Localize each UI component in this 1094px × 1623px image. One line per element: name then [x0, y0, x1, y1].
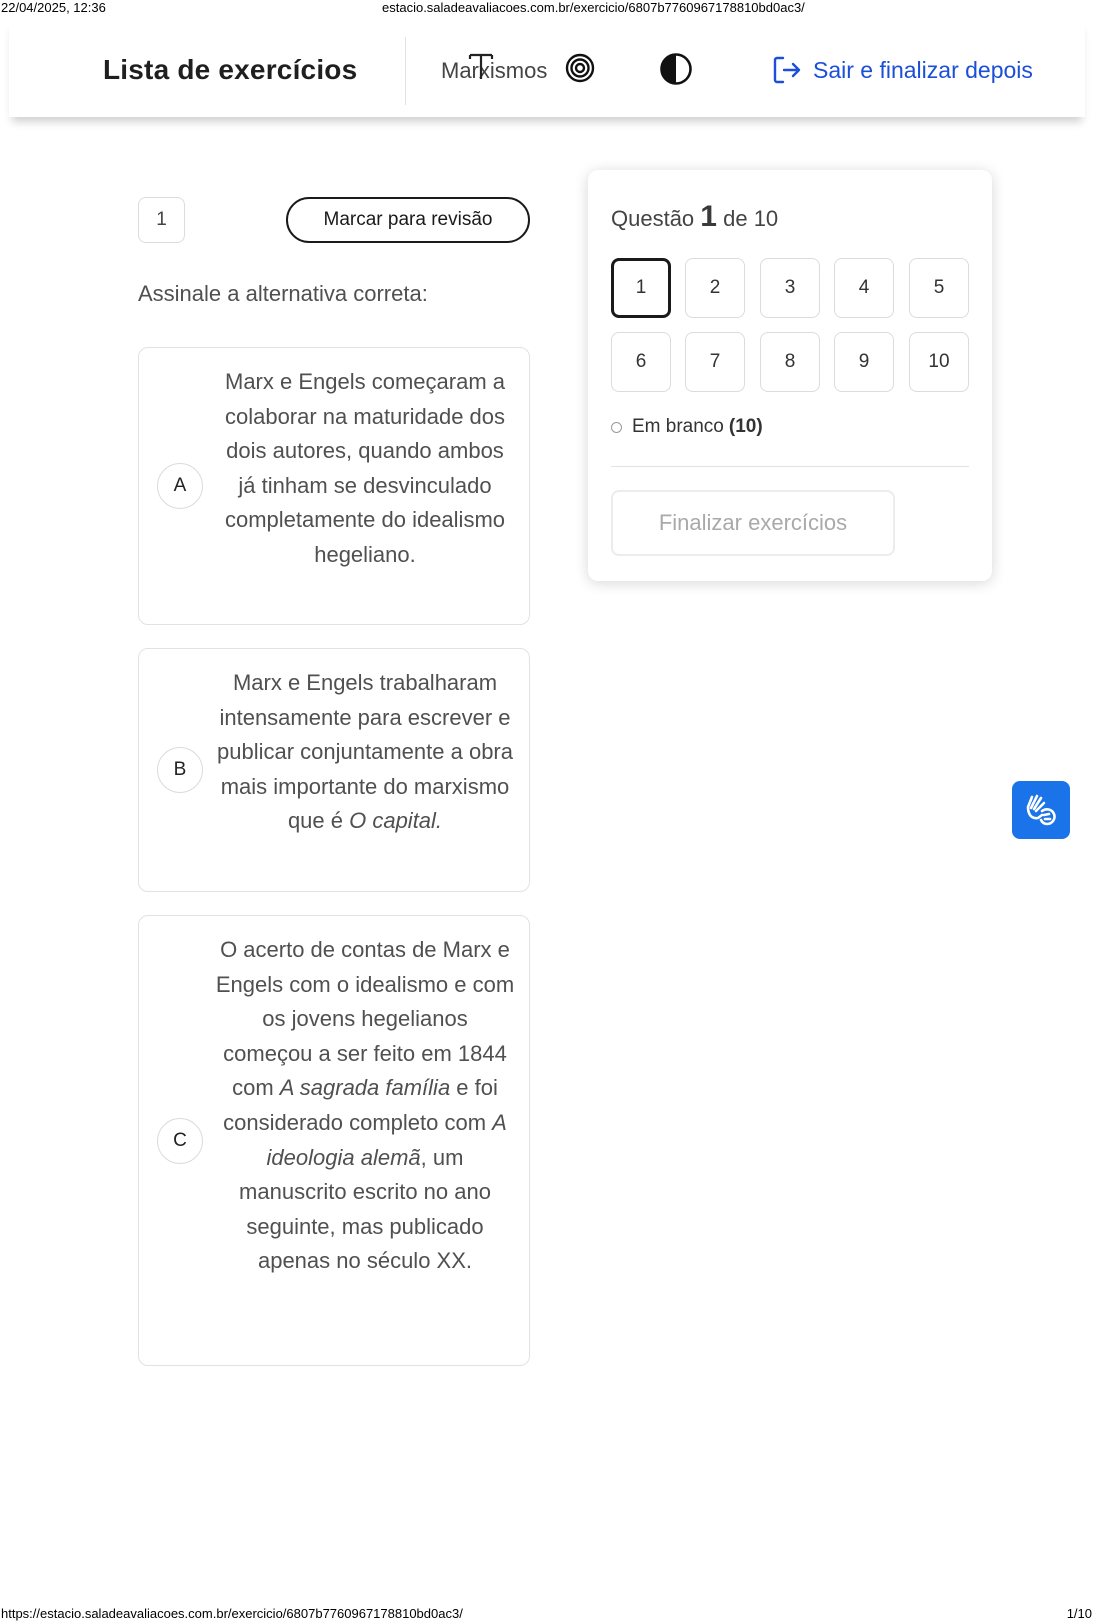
sign-language-button[interactable]	[1012, 781, 1070, 839]
option-text-c	[215, 933, 515, 1279]
nav-question-9[interactable]: 9	[834, 332, 894, 392]
subject-name: Marxismos	[441, 58, 548, 83]
question-counter	[611, 200, 778, 234]
option-a[interactable]	[138, 347, 530, 625]
status-circle-icon	[611, 422, 622, 433]
print-datetime: 22/04/2025, 12:36	[1, 0, 106, 15]
nav-question-4[interactable]: 4	[834, 258, 894, 318]
nav-question-10[interactable]: 10	[909, 332, 969, 392]
nav-question-8[interactable]: 8	[760, 332, 820, 392]
sign-language-icon	[1022, 791, 1060, 829]
question-counter-prefix: Questão	[611, 206, 695, 231]
option-text-a: Marx e Engels começaram a colaborar na maturidade dos dois autores, quando ambos já tinham se desvinculado completamente do idealismo hegeliano.	[224, 369, 506, 567]
exit-label: Sair e finalizar depois	[813, 56, 1033, 83]
question-prompt: Assinale a alternativa correta:	[138, 281, 428, 306]
nav-question-7[interactable]: 7	[685, 332, 745, 392]
option-text-b-title: O capital.	[349, 808, 443, 834]
option-text-b	[215, 666, 515, 839]
question-navigator	[588, 170, 992, 581]
option-text-b-main: Marx e Engels trabalharam intensamente para escrever e publicar conjuntamente a obra mais importante do marxismo que é	[217, 670, 513, 834]
option-c[interactable]	[138, 915, 530, 1366]
blank-status	[611, 416, 763, 438]
top-header	[9, 20, 1085, 117]
option-text-c-part2: e foi considerado completo com	[223, 1075, 498, 1135]
print-footer-url: https://estacio.saladeavaliacoes.com.br/exercicio/6807b7760967178810bd0ac3/	[1, 1606, 463, 1621]
blank-status-count: (10)	[728, 416, 763, 437]
option-text-c-part3: , um manuscrito escrito no ano seguinte, mas publicado apenas no século XX.	[239, 1144, 491, 1274]
print-footer	[0, 1605, 1094, 1623]
option-text-c-part1: O acerto de contas de Marx e Engels com o idealismo e com os jovens hegelianos começou a ser feito em 1844 com	[215, 937, 515, 1101]
exit-icon	[771, 54, 803, 86]
target-icon[interactable]	[564, 52, 596, 84]
finish-exercises-button[interactable]: Finalizar exercícios	[611, 490, 895, 556]
panel-divider	[611, 466, 969, 467]
mark-review-button[interactable]: Marcar para revisão	[286, 197, 530, 243]
page-title: Lista de exercícios	[103, 54, 358, 85]
blank-status-label: Em branco	[632, 416, 724, 437]
question-number: 1	[138, 197, 185, 243]
nav-question-5[interactable]: 5	[909, 258, 969, 318]
text-size-icon[interactable]	[468, 52, 494, 80]
print-header	[0, 0, 1094, 18]
print-page-number: 1/10	[1066, 1606, 1092, 1621]
option-letter-c: C	[157, 1118, 203, 1164]
option-b[interactable]	[138, 648, 530, 892]
option-text-c-title1: A sagrada família	[279, 1075, 451, 1101]
question-counter-suffix: de 10	[723, 206, 779, 231]
nav-question-3[interactable]: 3	[760, 258, 820, 318]
header-divider	[405, 37, 406, 105]
question-counter-current: 1	[700, 200, 717, 233]
option-letter-b: B	[157, 747, 203, 793]
option-letter-a: A	[157, 463, 203, 509]
print-url: estacio.saladeavaliacoes.com.br/exercicio/6807b7760967178810bd0ac3/	[382, 0, 805, 15]
nav-question-2[interactable]: 2	[685, 258, 745, 318]
exit-button[interactable]	[771, 54, 1033, 86]
contrast-icon[interactable]	[659, 52, 693, 86]
nav-question-1[interactable]: 1	[611, 258, 671, 318]
option-text-c-title2: A ideologia alemã	[266, 1109, 507, 1170]
nav-question-6[interactable]: 6	[611, 332, 671, 392]
